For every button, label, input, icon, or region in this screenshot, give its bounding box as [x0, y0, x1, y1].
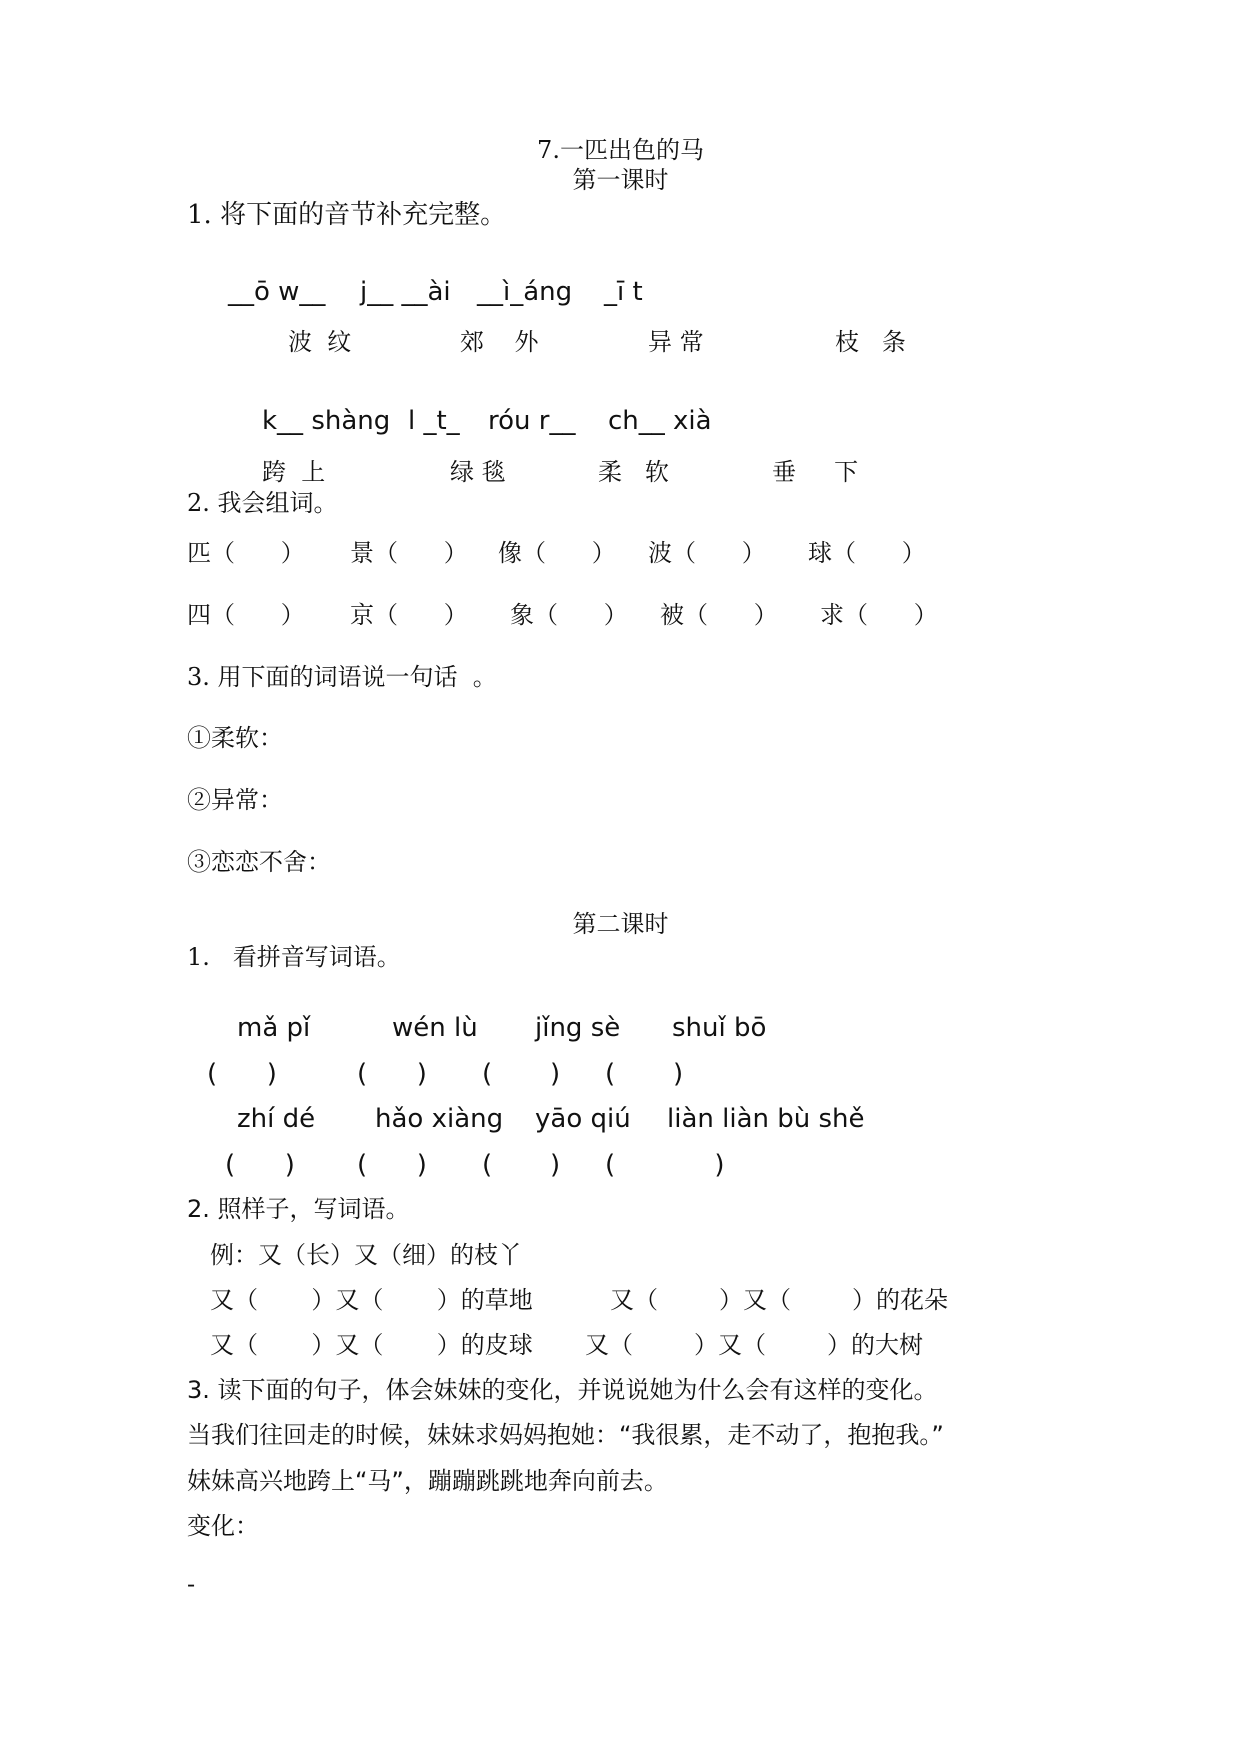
word-group-item: 像（ ）: [498, 539, 616, 567]
answer-blank: ( ): [605, 1150, 725, 1180]
example-line: 例：又（长）又（细）的枝丫: [210, 1241, 522, 1269]
answer-blank: ( ): [207, 1059, 277, 1089]
fill-item: 又（ ）又（ ）的大树: [585, 1331, 924, 1359]
l1-q1-prompt: 1. 将下面的音节补充完整。: [187, 200, 507, 230]
l1-q1-pinyin: __ō w__: [228, 277, 326, 307]
fill-item: 又（ ）又（ ）的皮球: [210, 1331, 533, 1359]
l2-q1-pinyin: wén lù: [392, 1013, 478, 1043]
word-group-item: 被（ ）: [660, 601, 778, 629]
word-group-item: 京（ ）: [350, 601, 468, 629]
sentence-item: ③恋恋不舍：: [187, 848, 331, 876]
l2-q1-pinyin: shuǐ bō: [672, 1013, 767, 1043]
answer-blank: ( ): [482, 1150, 561, 1180]
l1-q1-word: 异 常: [648, 328, 704, 356]
word-group-item: 波（ ）: [648, 539, 766, 567]
lesson1-heading: 第一课时: [572, 166, 669, 194]
l1-q2-prompt: 2. 我会组词。: [187, 489, 338, 517]
word-group-item: 景（ ）: [350, 539, 468, 567]
reading-line: 当我们往回走的时候，妹妹求妈妈抱她：“我很累，走不动了，抱抱我。”: [187, 1421, 944, 1449]
l1-q1-pinyin: __ì_áng: [477, 277, 573, 307]
l1-q1-pinyin: j__ __ài: [360, 277, 451, 307]
document-title: 7.一匹出色的马: [537, 136, 704, 164]
l1-q1-word: 波 纹: [288, 328, 352, 356]
footer-mark: -: [187, 1570, 196, 1598]
l1-q1-word: 枝 条: [835, 328, 906, 356]
sentence-item: ①柔软：: [187, 724, 283, 752]
word-group-item: 象（ ）: [510, 601, 628, 629]
l2-q1-pinyin: liàn liàn bù shě: [667, 1104, 865, 1134]
lesson2-heading: 第二课时: [572, 910, 669, 938]
l2-q1-pinyin: zhí dé: [237, 1104, 316, 1134]
l1-q1-word: 绿 毯: [450, 458, 506, 486]
sentence-item: ②异常：: [187, 786, 283, 814]
answer-label: 变化：: [187, 1512, 259, 1540]
reading-line: 妹妹高兴地跨上“马”，蹦蹦跳跳地奔向前去。: [187, 1467, 668, 1495]
word-group-item: 匹（ ）: [187, 539, 305, 567]
fill-item: 又（ ）又（ ）的草地: [210, 1286, 533, 1314]
word-group-item: 求（ ）: [820, 601, 938, 629]
l1-q1-pinyin: róu r__: [488, 406, 576, 436]
word-group-item: 四（ ）: [187, 601, 305, 629]
l1-q1-word: 垂 下: [772, 458, 859, 486]
l1-q3-prompt: 3. 用下面的词语说一句话 。: [187, 663, 497, 691]
l1-q1-pinyin: l _t_: [408, 406, 460, 436]
l1-q1-word: 柔 软: [598, 458, 669, 486]
l2-q1-pinyin: jǐng sè: [535, 1013, 621, 1043]
answer-blank: ( ): [357, 1150, 427, 1180]
l2-q3-prompt: 3. 读下面的句子，体会妹妹的变化，并说说她为什么会有这样的变化。: [187, 1376, 938, 1404]
answer-blank: ( ): [605, 1059, 684, 1089]
l1-q1-pinyin: ch__ xià: [608, 406, 712, 436]
word-group-item: 球（ ）: [808, 539, 926, 567]
l2-q1-pinyin: yāo qiú: [535, 1104, 631, 1134]
answer-blank: ( ): [225, 1150, 295, 1180]
answer-blank: ( ): [357, 1059, 427, 1089]
l1-q1-pinyin: k__ shàng: [262, 406, 391, 436]
l2-q2-prompt: 2. 照样子，写词语。: [187, 1195, 410, 1223]
l1-q1-word: 跨 上: [262, 458, 326, 486]
l1-q1-pinyin: _ī t: [604, 277, 643, 307]
l1-q1-word: 郊 外: [460, 328, 539, 356]
fill-item: 又（ ）又（ ）的花朵: [610, 1286, 949, 1314]
l2-q1-pinyin: mǎ pǐ: [237, 1013, 311, 1043]
l2-q1-prompt: 1. 看拼音写词语。: [187, 943, 401, 971]
answer-blank: ( ): [482, 1059, 561, 1089]
l2-q1-pinyin: hǎo xiàng: [375, 1104, 504, 1134]
